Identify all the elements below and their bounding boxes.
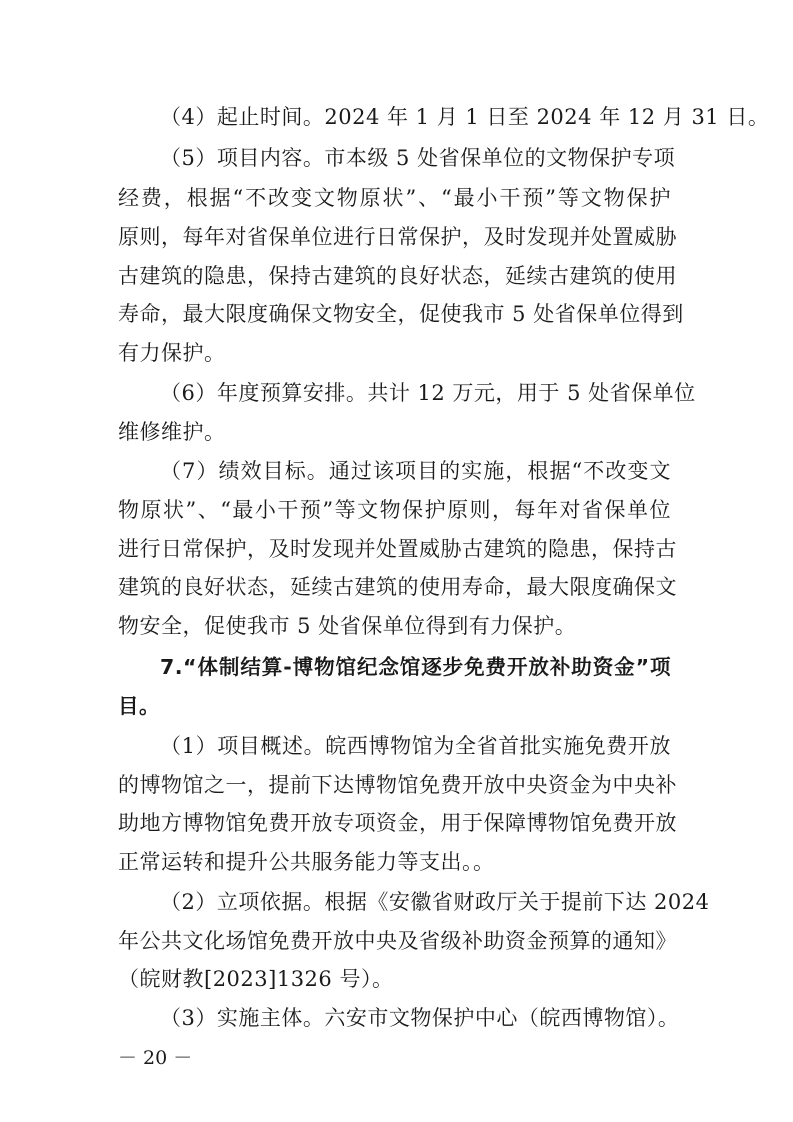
- implementer-line-1: （3）实施主体。六安市文物保护中心（皖西博物馆）。: [160, 1006, 680, 1030]
- page-number: － 20 －: [118, 1047, 193, 1069]
- overview-line-4: 正常运转和提升公共服务能力等支出。。: [118, 850, 495, 874]
- overview-line-3: 助地方博物馆免费开放专项资金，用于保障博物馆免费开放: [118, 811, 677, 835]
- paragraph-6-line-2: 维修维护。: [118, 420, 226, 444]
- section-heading-line-2: 目。: [118, 694, 160, 718]
- overview-line-2: 的博物馆之一，提前下达博物馆免费开放中央资金为中央补: [118, 773, 677, 797]
- section-heading-line-1: 7.“体制结算-博物馆纪念馆逐步免费开放补助资金”项: [160, 655, 671, 679]
- paragraph-4-line-1: （4）起止时间。2024 年 1 月 1 日至 2024 年 12 月 31 日。: [160, 105, 770, 129]
- paragraph-5-line-2: 经费，根据“不改变文物原状”、“最小干预”等文物保护: [118, 186, 671, 210]
- paragraph-5-line-3: 原则，每年对省保单位进行日常保护，及时发现并处置威胁: [118, 225, 677, 249]
- paragraph-7-line-2: 物原状”、“最小干预”等文物保护原则，每年对省保单位: [118, 498, 671, 522]
- basis-line-2: 年公共文化场馆免费开放中央及省级补助资金预算的通知》: [118, 929, 677, 953]
- paragraph-7-line-1: （7）绩效目标。通过该项目的实施，根据“不改变文: [160, 459, 671, 483]
- paragraph-5-line-4: 古建筑的隐患，保持古建筑的良好状态，延续古建筑的使用: [118, 264, 677, 288]
- paragraph-7-line-4: 建筑的良好状态，延续古建筑的使用寿命，最大限度确保文: [118, 575, 677, 599]
- paragraph-5-line-5: 寿命，最大限度确保文物安全，促使我市 5 处省保单位得到: [118, 302, 684, 326]
- paragraph-5-line-6: 有力保护。: [118, 341, 226, 365]
- basis-line-3: （皖财教[2023]1326 号）。: [118, 967, 394, 991]
- overview-line-1: （1）项目概述。皖西博物馆为全省首批实施免费开放: [160, 734, 671, 758]
- paragraph-5-line-1: （5）项目内容。市本级 5 处省保单位的文物保护专项: [160, 146, 676, 170]
- paragraph-7-line-3: 进行日常保护，及时发现并处置威胁古建筑的隐患，保持古: [118, 537, 677, 561]
- paragraph-6-line-1: （6）年度预算安排。共计 12 万元，用于 5 处省保单位: [160, 381, 696, 405]
- paragraph-7-line-5: 物安全，促使我市 5 处省保单位得到有力保护。: [118, 614, 577, 638]
- basis-line-1: （2）立项依据。根据《安徽省财政厅关于提前下达 2024: [160, 890, 710, 914]
